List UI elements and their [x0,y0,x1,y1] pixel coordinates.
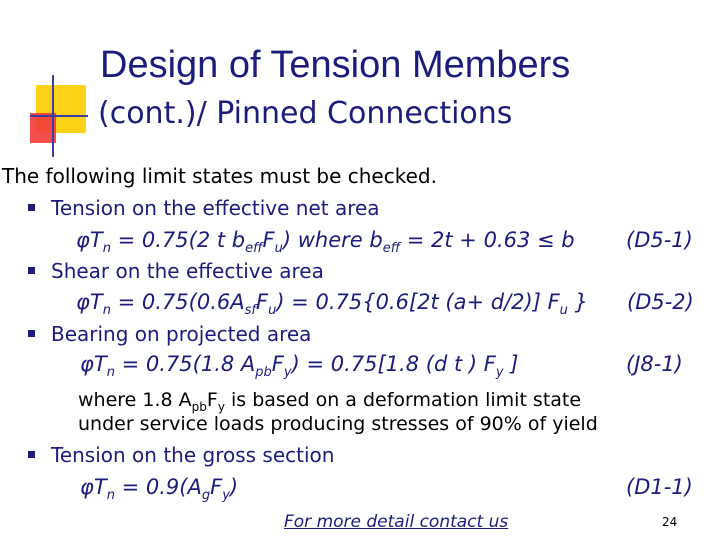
horizontal-line [30,115,88,117]
code-d5-2: (D5-2) [627,290,694,314]
code-d1-1: (D1-1) [626,475,693,499]
bullet-label: Tension on the gross section [51,443,335,467]
bullet-icon [28,267,35,274]
code-j8-1: (J8-1) [626,352,683,376]
bullet-shear-effective [28,259,324,283]
bullet-bearing-projected [28,322,311,346]
code-d5-1: (D5-1) [626,228,693,252]
bullet-label: Tension on the effective net area [51,196,380,220]
bullet-icon [28,204,35,211]
page-number: 24 [662,515,678,529]
bullet-tension-net [28,196,380,220]
bullet-label: Shear on the effective area [51,259,324,283]
bullet-tension-gross [28,443,334,467]
decorative-logo-icon [30,75,90,155]
equation-d5-1: $\varphi T_n = 0.75(2$ t $b_{eff}F_u$) where $b_{eff} = 2t + 0.63 \le b$ [76,228,575,257]
equation-d1-1: $\varphi T_n = 0.9(A_gF_y)$ [80,475,239,504]
contact-link[interactable]: For more detail contact us [284,512,509,532]
bullet-icon [28,330,35,337]
note-line-1: where 1.8 $A_{pb}F_y$ is based on a deformation limit state [78,389,582,414]
note-line-2: under service loads producing stresses of 90% of yield [78,413,598,435]
equation-j8-1: $\varphi T_n = 0.75(1.8$ $A_{pb}F_y) = 0.75[1.8$ (d t ) $F_y$ ] [80,352,519,381]
slide-title: Design of Tension Members [100,44,571,86]
equation-d5-2: $\varphi T_n = 0.75(0.6A_{sf}F_u) = 0.75\{0.6[2t$ (a+ d/2)] $F_u$ } [76,290,588,319]
intro-text: The following limit states must be checked. [2,164,437,188]
bullet-label: Bearing on projected area [51,322,312,346]
slide-subtitle: (cont.)/ Pinned Connections [98,96,513,131]
bullet-icon [28,451,35,458]
